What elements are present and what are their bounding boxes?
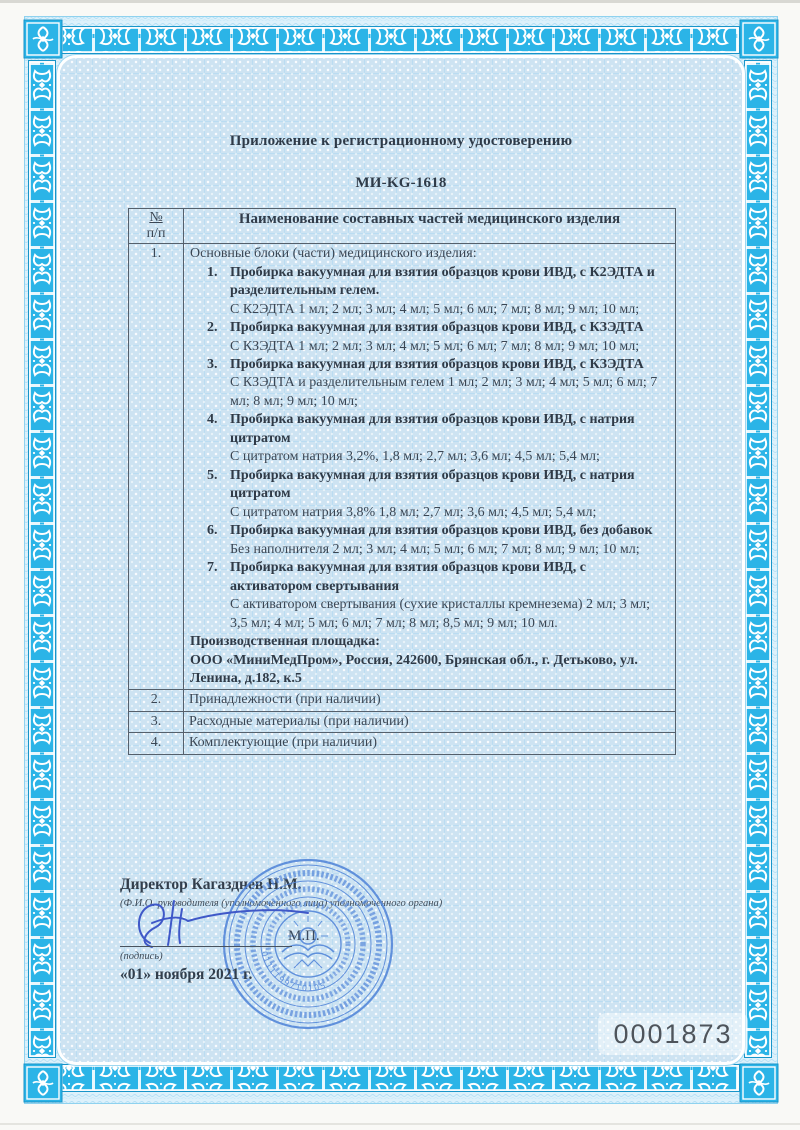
- scan-edge-top: [0, 0, 800, 3]
- production-site-address: ООО «МиниМедПром», Россия, 242600, Брянская обл., г. Детьково, ул. Ленина, д.182, к.5: [190, 652, 638, 686]
- border-band-left: [29, 61, 56, 1058]
- director-caption: (Ф.И.О. руководителя (уполномоченного лица) уполномоченного органа): [120, 898, 443, 909]
- scan-edge-bottom: [0, 1123, 800, 1125]
- list-item: 3. Пробирка вакуумная для взятия образцов крови ИВД, с КЗЭДТА С КЗЭДТА и разделительным гелем 1 мл; 2 мл; 3 мл; 4 мл; 5 мл; 6 мл; 7 мл; 8 мл; 9 мл; 10 мл;: [207, 357, 658, 409]
- table-row: [129, 244, 676, 690]
- seal-number: 0111199710105: [259, 950, 329, 994]
- border-band-right: [745, 61, 772, 1058]
- header-cell-number: № п/п: [129, 209, 184, 244]
- director-name: Директор Кагазднев Н.М.: [120, 876, 302, 893]
- document-title: Приложение к регистрационному удостоверению: [229, 133, 573, 149]
- components-table: [128, 208, 676, 755]
- table-header-row: [129, 209, 676, 244]
- row-number: 1.: [129, 244, 184, 690]
- table-row: 2. Принадлежности (при наличии): [129, 690, 676, 711]
- form-serial-number: 0001873: [598, 1013, 748, 1055]
- main-components-cell: [184, 244, 676, 690]
- document-date: «01» ноября 2021 г.: [120, 966, 253, 983]
- signature-line: [120, 946, 292, 947]
- signature-caption: (подпись): [120, 951, 163, 962]
- header-cell-name: Наименование составных частей медицинского изделия: [184, 209, 676, 244]
- border-band-top: [61, 27, 740, 54]
- svg-text:0111199710105: [260, 950, 329, 993]
- production-site-label: Производственная площадка:: [190, 634, 380, 650]
- stamp-place-label: М.П.: [288, 928, 320, 944]
- components-intro: Основные блоки (части) медицинского изделия:: [190, 246, 477, 262]
- list-item: 4. Пробирка вакуумная для взятия образцов крови ИВД, с натрия цитратом С цитратом натрия 3,2%, 1,8 мл; 2,7 мл; 3,6 мл; 4,5 мл; 5,4 мл;: [207, 412, 635, 465]
- list-item: 2. Пробирка вакуумная для взятия образцов крови ИВД, с КЗЭДТА С КЗЭДТА 1 мл; 2 мл; 3 мл; 4 мл; 5 мл; 6 мл; 7 мл; 8 мл; 9 мл; 10 мл;: [207, 320, 644, 354]
- list-item: 5. Пробирка вакуумная для взятия образцов крови ИВД, с натрия цитратом С цитратом натрия 3,8% 1,8 мл; 2,7 мл; 3,6 мл; 4,5 мл; 5,4 мл;: [207, 467, 635, 520]
- list-item: 7. Пробирка вакуумная для взятия образцов крови ИВД, с активатором свертывания С активатором свертывания (сухие кристаллы кремнезема) 2 мл; 3 мл; 3,5 мл; 4 мл; 5 мл; 6 мл; 7 мл; 8 мл; 8,5 мл; 9 мл; 10 мл.: [207, 560, 650, 631]
- registration-number: МИ-KG-1618: [355, 175, 447, 191]
- components-list: [189, 264, 670, 633]
- list-item: 6. Пробирка вакуумная для взятия образцов крови ИВД, без добавок Без наполнителя 2 мл; 3 мл; 4 мл; 5 мл; 6 мл; 7 мл; 8 мл; 9 мл; 10 мл;: [207, 523, 653, 557]
- list-item: 1. Пробирка вакуумная для взятия образцов крови ИВД, с К2ЭДТА и разделительным гелем. С К2ЭДТА 1 мл; 2 мл; 3 мл; 4 мл; 5 мл; 6 мл; 7 мл; 8 мл; 9 мл; 10 мл;: [207, 264, 655, 317]
- table-row: 3. Расходные материалы (при наличии): [129, 711, 676, 732]
- border-band-bottom: [61, 1065, 740, 1092]
- table-row: 4. Комплектующие (при наличии): [129, 733, 676, 754]
